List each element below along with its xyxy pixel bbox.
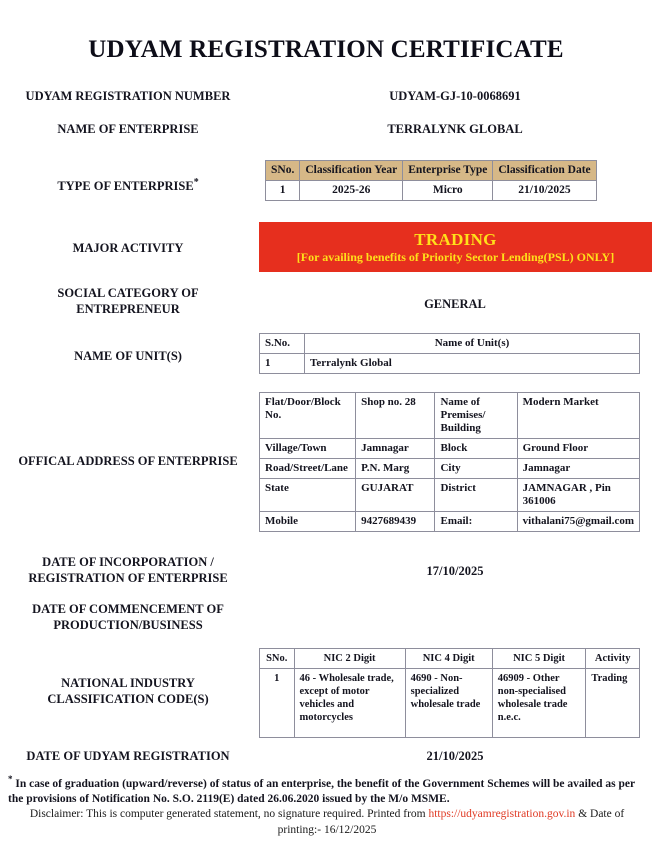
nic-cell-sno: 1 (260, 669, 295, 738)
table-row (260, 479, 640, 512)
nic-table-header-row (260, 649, 640, 669)
address-value-email: vithalani75@gmail.com (517, 512, 639, 532)
address-value-flat-door-block: Shop no. 28 (356, 393, 435, 439)
label-official-address: OFFICAL ADDRESS OF ENTERPRISE (18, 454, 238, 468)
trading-banner (259, 222, 652, 272)
value-date-of-udyam-registration: 21/10/2025 (426, 749, 484, 763)
classification-table (265, 160, 597, 201)
label-date-of-incorporation-line2: REGISTRATION OF ENTERPRISE (28, 571, 228, 585)
address-label-block: Block (435, 439, 517, 459)
nic-cell-activity: Trading (586, 669, 640, 738)
address-value-village-town: Jamnagar (356, 439, 435, 459)
label-social-category (0, 285, 258, 317)
address-value-city: Jamnagar (517, 459, 639, 479)
nic-header-sno: SNo. (260, 649, 295, 669)
row-udyam-registration-number (0, 88, 652, 104)
disclaimer-suffix: & Date of printing:- (277, 808, 625, 836)
label-social-category-line2: ENTREPRENEUR (76, 302, 180, 316)
table-row (260, 669, 640, 738)
row-date-of-incorporation (0, 554, 652, 586)
classification-table-header-row (266, 161, 597, 181)
printing-date: 16/12/2025 (323, 824, 377, 836)
table-row (260, 354, 640, 374)
units-header-sno: S.No. (260, 334, 305, 354)
value-date-of-commencement (258, 601, 652, 610)
address-label-district: District (435, 479, 517, 512)
udyam-registration-link[interactable]: https://udyamregistration.gov.in (428, 808, 576, 820)
nic-table (259, 648, 640, 738)
address-value-premises-building: Modern Market (517, 393, 639, 439)
classification-header-sno: SNo. (266, 161, 300, 181)
footnote-text: In case of graduation (upward/reverse) of status of an enterprise, the benefit of the Government Schemes will be availed as per the provisions of Notification No. S.O. 2119(E) dated 26.06.2020 issued by the M/o MSME. (8, 777, 635, 805)
value-social-category: GENERAL (424, 297, 486, 311)
address-label-mobile: Mobile (260, 512, 356, 532)
address-value-road-street-lane: P.N. Marg (356, 459, 435, 479)
row-date-of-udyam-registration (0, 748, 652, 764)
classification-header-year: Classification Year (300, 161, 403, 181)
label-major-activity: MAJOR ACTIVITY (72, 241, 184, 255)
address-label-village-town: Village/Town (260, 439, 356, 459)
classification-header-date: Classification Date (493, 161, 596, 181)
units-table-header-row (260, 334, 640, 354)
table-row (260, 439, 640, 459)
value-date-of-incorporation: 17/10/2025 (426, 564, 484, 578)
label-type-of-enterprise (0, 175, 258, 194)
label-social-category-line1: SOCIAL CATEGORY OF (57, 286, 199, 300)
page-title: UDYAM REGISTRATION CERTIFICATE (88, 36, 564, 63)
label-date-of-incorporation (0, 554, 258, 586)
trading-banner-subline: [For availing benefits of Priority Sector Lending(PSL) ONLY] (296, 249, 615, 264)
nic-header-4-digit: NIC 4 Digit (405, 649, 492, 669)
disclaimer (8, 806, 646, 838)
value-name-of-enterprise: TERRALYNK GLOBAL (387, 122, 523, 136)
footnote-star-marker: * (193, 177, 199, 188)
address-label-road-street-lane: Road/Street/Lane (260, 459, 356, 479)
units-header-name: Name of Unit(s) (305, 334, 640, 354)
label-nic-codes-line2: CLASSIFICATION CODE(S) (47, 692, 209, 706)
classification-cell-sno: 1 (266, 181, 300, 201)
nic-cell-4-digit: 4690 - Non-specialized wholesale trade (405, 669, 492, 738)
label-nic-codes (0, 675, 258, 707)
row-social-category (0, 285, 652, 317)
address-label-premises-building: Name of Premises/ Building (435, 393, 517, 439)
address-value-district: JAMNAGAR , Pin 361006 (517, 479, 639, 512)
units-table (259, 333, 640, 374)
value-udyam-registration-number: UDYAM-GJ-10-0068691 (389, 89, 521, 103)
row-name-of-enterprise (0, 121, 652, 137)
nic-cell-2-digit: 46 - Wholesale trade, except of motor vehicles and motorcycles (294, 669, 405, 738)
address-label-email: Email: (435, 512, 517, 532)
table-row (266, 181, 597, 201)
nic-header-5-digit: NIC 5 Digit (492, 649, 586, 669)
address-label-city: City (435, 459, 517, 479)
label-date-of-commencement-line1: DATE OF COMMENCEMENT OF (32, 602, 224, 616)
disclaimer-prefix: Disclaimer: This is computer generated statement, no signature required. Printed from (29, 808, 429, 820)
units-cell-sno: 1 (260, 354, 305, 374)
table-row (260, 393, 640, 439)
label-name-of-enterprise: NAME OF ENTERPRISE (57, 122, 199, 136)
trading-banner-headline: TRADING (414, 229, 497, 249)
classification-cell-enterprise-type: Micro (403, 181, 493, 201)
label-date-of-commencement (0, 601, 258, 633)
label-nic-codes-line1: NATIONAL INDUSTRY (61, 676, 195, 690)
address-label-flat-door-block: Flat/Door/Block No. (260, 393, 356, 439)
address-table (259, 392, 640, 532)
table-row (260, 512, 640, 532)
address-value-block: Ground Floor (517, 439, 639, 459)
label-date-of-udyam-registration: DATE OF UDYAM REGISTRATION (26, 749, 230, 763)
address-value-state: GUJARAT (356, 479, 435, 512)
address-label-state: State (260, 479, 356, 512)
footnote (8, 772, 646, 807)
label-name-of-units: NAME OF UNIT(S) (74, 349, 182, 363)
address-value-mobile: 9427689439 (356, 512, 435, 532)
label-date-of-incorporation-line1: DATE OF INCORPORATION / (42, 555, 214, 569)
nic-header-2-digit: NIC 2 Digit (294, 649, 405, 669)
table-row (260, 459, 640, 479)
units-cell-name: Terralynk Global (305, 354, 640, 374)
classification-cell-year: 2025-26 (300, 181, 403, 201)
classification-header-enterprise-type: Enterprise Type (403, 161, 493, 181)
footnote-star: * (8, 774, 13, 784)
nic-cell-5-digit: 46909 - Other non-specialised wholesale trade n.e.c. (492, 669, 586, 738)
label-date-of-commencement-line2: PRODUCTION/BUSINESS (53, 618, 203, 632)
row-date-of-commencement (0, 601, 652, 633)
classification-cell-date: 21/10/2025 (493, 181, 596, 201)
label-type-of-enterprise-text: TYPE OF ENTERPRISE (57, 179, 194, 194)
label-udyam-registration-number: UDYAM REGISTRATION NUMBER (25, 89, 231, 103)
nic-header-activity: Activity (586, 649, 640, 669)
